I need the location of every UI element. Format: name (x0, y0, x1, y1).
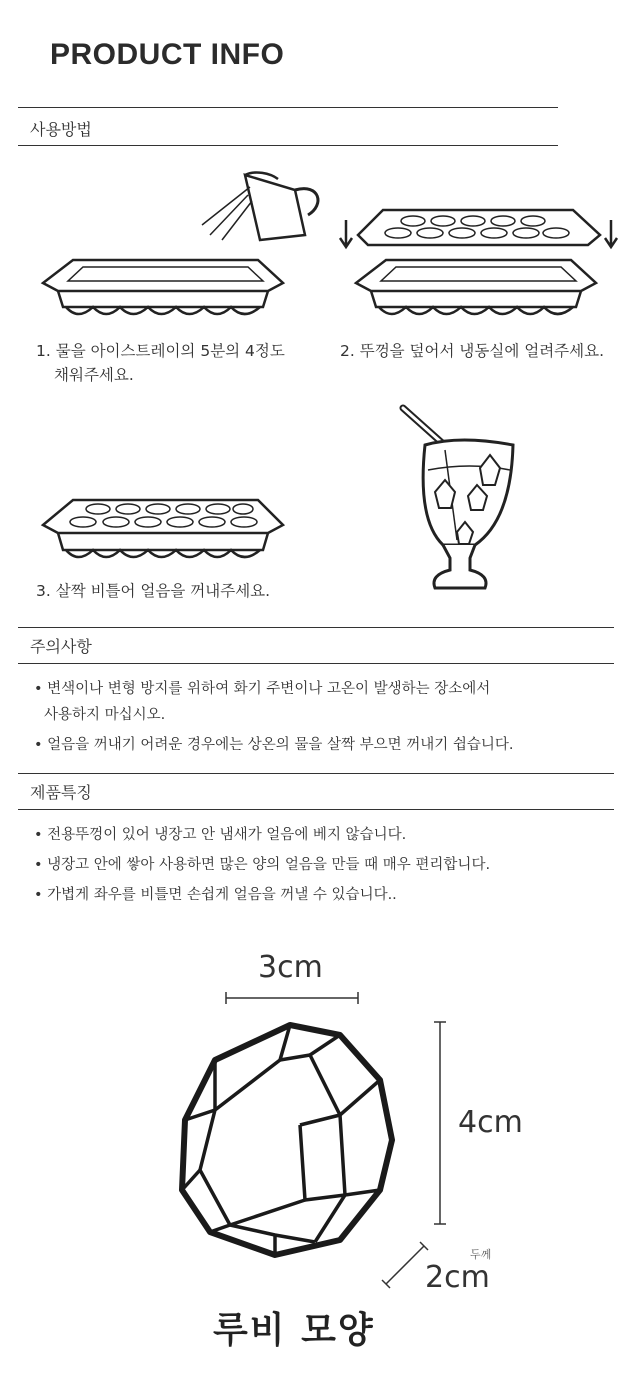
ice-tray-illustration (38, 255, 288, 325)
height-dimension-line (430, 1018, 450, 1228)
divider (18, 107, 558, 108)
step-3-text: 3. 살짝 비틀어 얼음을 꺼내주세요. (36, 582, 271, 600)
divider (18, 627, 614, 628)
caution-bullet-1: • 변색이나 변형 방지를 위하여 화기 주변이나 고온이 발생하는 장소에서 (34, 681, 491, 697)
thickness-caption: 두께 (470, 1248, 492, 1261)
step-1-text: 1. 물을 아이스트레이의 5분의 4정도 (36, 342, 285, 360)
features-heading: 제품특징 (30, 783, 92, 802)
usage-heading: 사용방법 (30, 120, 92, 139)
tray-with-ice-illustration (38, 495, 288, 570)
width-label: 3cm (258, 950, 323, 985)
divider (18, 809, 614, 810)
divider (18, 145, 558, 146)
caution-heading: 주의사항 (30, 637, 92, 656)
divider (18, 663, 614, 664)
feature-bullet-3: • 가볍게 좌우를 비틀면 손쉽게 얼음을 꺼낼 수 있습니다.. (34, 887, 397, 903)
page-title: PRODUCT INFO (50, 38, 285, 71)
feature-bullet-1: • 전용뚜껑이 있어 냉장고 안 냄새가 얼음에 베지 않습니다. (34, 827, 407, 843)
feature-bullet-2: • 냉장고 안에 쌓아 사용하면 많은 양의 얼음을 만들 때 매우 편리합니다. (34, 857, 491, 873)
width-dimension-line (222, 990, 362, 1006)
pitcher-illustration (200, 165, 325, 250)
divider (18, 773, 614, 774)
thickness-label: 2cm (425, 1260, 490, 1295)
step-1-text-cont: 채워주세요. (54, 366, 134, 384)
shape-name: 루비 모양 (213, 1310, 375, 1351)
height-label: 4cm (458, 1105, 523, 1140)
step-2-text: 2. 뚜껑을 덮어서 냉동실에 얼려주세요. (340, 342, 605, 360)
glass-with-ice-illustration (395, 400, 525, 600)
ruby-gem-illustration (170, 1020, 400, 1265)
caution-bullet-2: • 얼음을 꺼내기 어려운 경우에는 상온의 물을 살짝 부으면 꺼내기 쉽습니다. (34, 737, 514, 753)
tray-with-lid-illustration (338, 205, 623, 325)
thickness-dimension-line (380, 1240, 430, 1290)
caution-bullet-1-cont: 사용하지 마십시오. (44, 707, 166, 723)
